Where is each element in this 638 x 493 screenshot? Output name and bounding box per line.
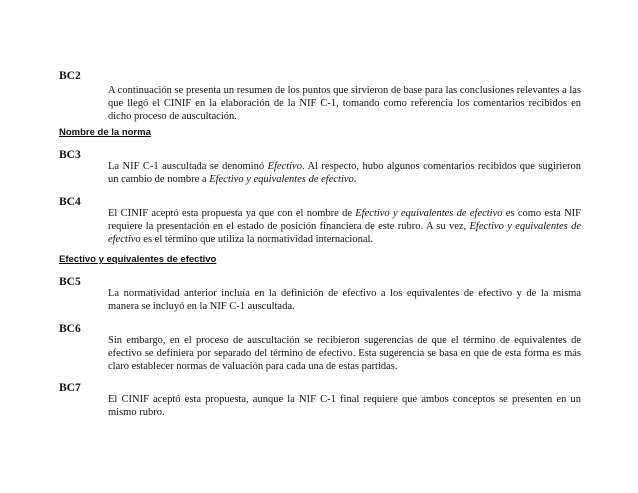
paragraph-text-bc2: A continuación se presenta un resumen de los puntos que sirvieron de base para las conclusiones relevantes a las que llegó el CINIF en la elaboración de la NIF C-1, tomando como referencia los comentarios recibidos en dicho proceso de auscultación. [108, 85, 581, 122]
paragraph-label-bc5: BC5 [59, 276, 81, 288]
paragraph-label-bc6: BC6 [59, 323, 81, 335]
section-heading-efectivo: Efectivo y equivalentes de efectivo [59, 254, 217, 265]
paragraph-label-bc2: BC2 [59, 70, 81, 82]
paragraph-text-bc7: El CINIF aceptó esta propuesta, aunque la NIF C-1 final requiere que ambos conceptos se presenten en un mismo rubro. [108, 394, 581, 418]
paragraph-label-bc4: BC4 [59, 196, 81, 208]
section-heading-nombre: Nombre de la norma [59, 127, 151, 138]
paragraph-text-bc5: La normatividad anterior incluía en la definición de efectivo a los equivalentes de efectivo y de la misma manera se incluyó en la NIF C-1 auscultada. [108, 288, 581, 312]
paragraph-text-bc3: La NIF C-1 auscultada se denominó Efectivo. Al respecto, hubo algunos comentarios recibidos que sugirieron un cambio de nombre a Efectivo y equivalentes de efectivo. [108, 161, 582, 185]
paragraph-label-bc7: BC7 [59, 382, 81, 394]
paragraph-label-bc3: BC3 [59, 149, 81, 161]
paragraph-text-bc4: El CINIF aceptó esta propuesta ya que con el nombre de Efectivo y equivalentes de efectivo es como esta NIF requiere la presentación en el estado de posición financiera de este rubro. A su vez, Efectivo y equivalentes de efectivo es el término que utiliza la normatividad internacional. [108, 208, 581, 245]
paragraph-text-bc6: Sin embargo, en el proceso de auscultación se recibieron sugerencias de que el término de equivalentes de efectivo se definiera por separado del término de efectivo. Esta sugerencia se basa en que de esta forma es más claro establecer normas de valuación para cada una de estas partidas. [108, 335, 581, 372]
